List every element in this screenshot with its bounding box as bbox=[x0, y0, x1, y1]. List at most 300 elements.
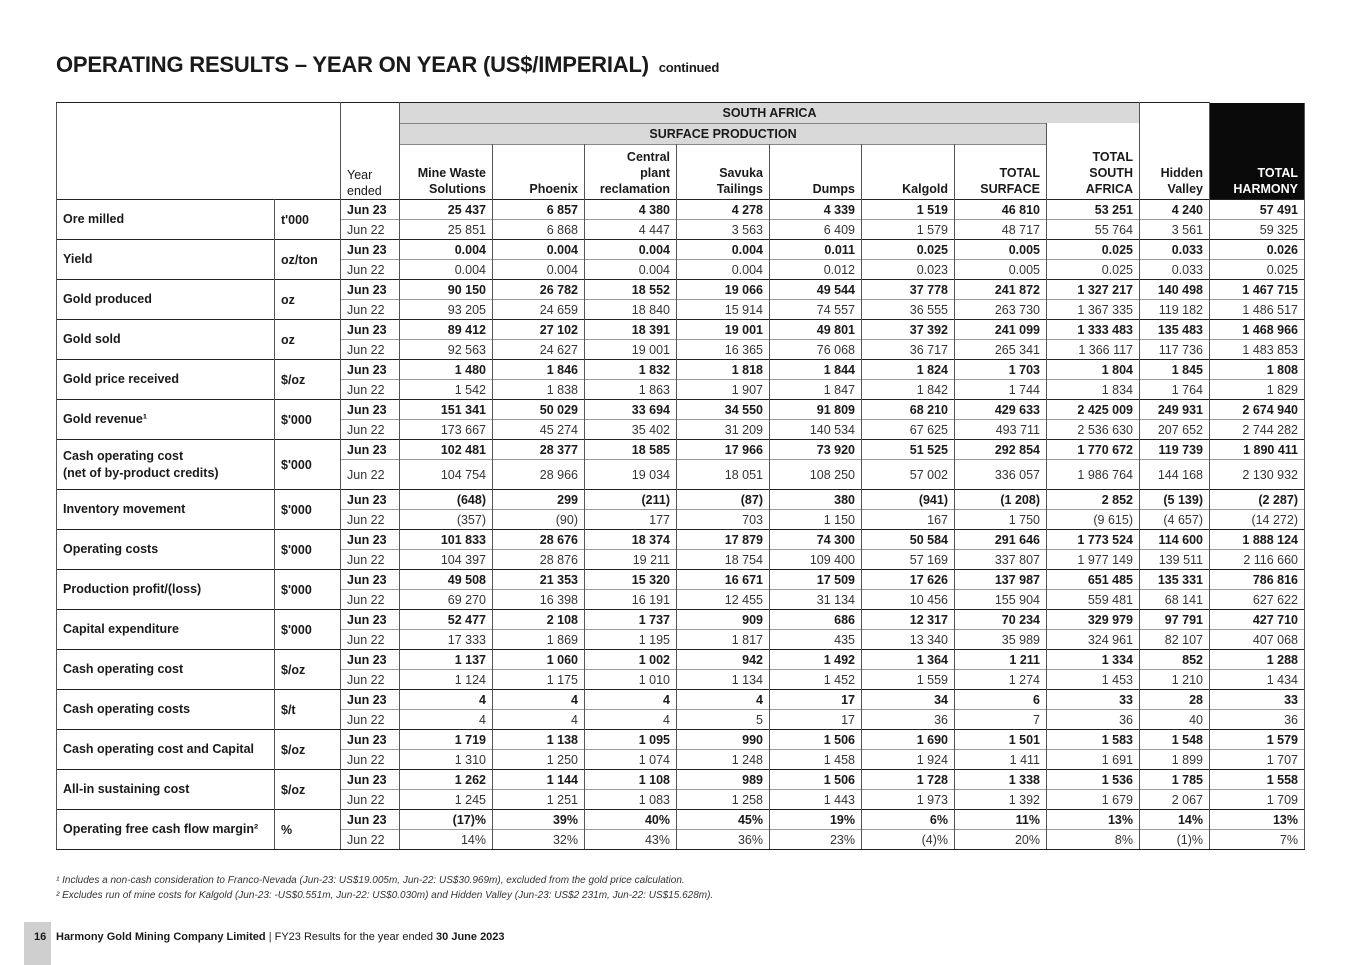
value-cell: 0.033 bbox=[1140, 260, 1210, 280]
value-cell: 2 425 009 bbox=[1047, 400, 1140, 420]
value-cell: 1 338 bbox=[955, 770, 1047, 790]
value-cell: 989 bbox=[677, 770, 770, 790]
header-south-africa: SOUTH AFRICA bbox=[400, 103, 1140, 124]
value-cell: 6 868 bbox=[493, 220, 585, 240]
header-total-harmony-top bbox=[1210, 103, 1305, 145]
year-cell: Jun 22 bbox=[341, 710, 400, 730]
value-cell: 67 625 bbox=[862, 420, 955, 440]
row-label-line: Gold sold bbox=[63, 332, 121, 346]
header-hidden-valley-top bbox=[1140, 103, 1210, 145]
value-cell: 4 bbox=[400, 710, 493, 730]
value-cell: 90 150 bbox=[400, 280, 493, 300]
value-cell: 0.023 bbox=[862, 260, 955, 280]
value-cell: 18 374 bbox=[585, 530, 677, 550]
row-label-line: Ore milled bbox=[63, 212, 125, 226]
value-cell: 1 818 bbox=[677, 360, 770, 380]
value-cell: (211) bbox=[585, 490, 677, 510]
value-cell: 1 468 966 bbox=[1210, 320, 1305, 340]
row-label bbox=[57, 240, 275, 280]
value-cell: 1 690 bbox=[862, 730, 955, 750]
value-cell: 31 209 bbox=[677, 420, 770, 440]
value-cell: 1 770 672 bbox=[1047, 440, 1140, 460]
value-cell: 0.004 bbox=[585, 260, 677, 280]
value-cell: 1 719 bbox=[400, 730, 493, 750]
value-cell: 1 333 483 bbox=[1047, 320, 1140, 340]
row-unit: $'000 bbox=[275, 400, 341, 440]
value-cell: 1 010 bbox=[585, 670, 677, 690]
value-cell: 6 409 bbox=[770, 220, 862, 240]
column-header-5 bbox=[862, 145, 955, 200]
row-unit: $'000 bbox=[275, 490, 341, 530]
footnote-1: ¹ Includes a non-cash consideration to Franco-Nevada (Jun-23: US$19.005m, Jun-22: US$30.969m), excluded from the gold price calculation. bbox=[56, 875, 685, 886]
footer-date: 30 June 2023 bbox=[436, 931, 505, 943]
value-cell: 1 480 bbox=[400, 360, 493, 380]
header-year-ended bbox=[341, 103, 400, 200]
value-cell: 2 108 bbox=[493, 610, 585, 630]
value-cell: 104 397 bbox=[400, 550, 493, 570]
column-header-2 bbox=[585, 145, 677, 200]
column-header-line: reclamation bbox=[599, 182, 670, 196]
value-cell: 93 205 bbox=[400, 300, 493, 320]
row-label bbox=[57, 810, 275, 850]
value-cell: 1 559 bbox=[862, 670, 955, 690]
value-cell: 1 973 bbox=[862, 790, 955, 810]
column-header-line: HARMONY bbox=[1233, 182, 1298, 196]
value-cell: 292 854 bbox=[955, 440, 1047, 460]
column-header-line: TOTAL bbox=[1092, 150, 1133, 164]
value-cell: 167 bbox=[862, 510, 955, 530]
value-cell: 70 234 bbox=[955, 610, 1047, 630]
value-cell: 57 491 bbox=[1210, 200, 1305, 220]
value-cell: 28 876 bbox=[493, 550, 585, 570]
value-cell: 50 029 bbox=[493, 400, 585, 420]
value-cell: 1 175 bbox=[493, 670, 585, 690]
year-cell: Jun 23 bbox=[341, 360, 400, 380]
value-cell: 0.033 bbox=[1140, 240, 1210, 260]
value-cell: 73 920 bbox=[770, 440, 862, 460]
value-cell: 144 168 bbox=[1140, 460, 1210, 490]
value-cell: 36 bbox=[1210, 710, 1305, 730]
value-cell: 6% bbox=[862, 810, 955, 830]
value-cell: 0.005 bbox=[955, 260, 1047, 280]
value-cell: 336 057 bbox=[955, 460, 1047, 490]
value-cell: 45 274 bbox=[493, 420, 585, 440]
value-cell: 49 508 bbox=[400, 570, 493, 590]
header-year-line2: ended bbox=[347, 184, 382, 198]
value-cell: 0.004 bbox=[677, 260, 770, 280]
value-cell: 49 544 bbox=[770, 280, 862, 300]
column-header-line: Tailings bbox=[716, 182, 763, 196]
value-cell: 1 411 bbox=[955, 750, 1047, 770]
value-cell: 40% bbox=[585, 810, 677, 830]
value-cell: 34 550 bbox=[677, 400, 770, 420]
value-cell: 1 986 764 bbox=[1047, 460, 1140, 490]
value-cell: 4 447 bbox=[585, 220, 677, 240]
value-cell: 1 506 bbox=[770, 730, 862, 750]
value-cell: 1 501 bbox=[955, 730, 1047, 750]
value-cell: 1 137 bbox=[400, 650, 493, 670]
value-cell: 92 563 bbox=[400, 340, 493, 360]
value-cell: 4 bbox=[677, 690, 770, 710]
value-cell: 1 764 bbox=[1140, 380, 1210, 400]
value-cell: 1 583 bbox=[1047, 730, 1140, 750]
row-unit: oz bbox=[275, 280, 341, 320]
value-cell: 17 333 bbox=[400, 630, 493, 650]
value-cell: 1 709 bbox=[1210, 790, 1305, 810]
value-cell: 6 857 bbox=[493, 200, 585, 220]
value-cell: 852 bbox=[1140, 650, 1210, 670]
value-cell: 1 804 bbox=[1047, 360, 1140, 380]
value-cell: 26 782 bbox=[493, 280, 585, 300]
value-cell: 703 bbox=[677, 510, 770, 530]
row-label bbox=[57, 200, 275, 240]
value-cell: 74 300 bbox=[770, 530, 862, 550]
value-cell: 18 754 bbox=[677, 550, 770, 570]
row-unit: % bbox=[275, 810, 341, 850]
value-cell: 627 622 bbox=[1210, 590, 1305, 610]
value-cell: (941) bbox=[862, 490, 955, 510]
value-cell: 407 068 bbox=[1210, 630, 1305, 650]
value-cell: 19 066 bbox=[677, 280, 770, 300]
page-title-text: OPERATING RESULTS – YEAR ON YEAR (US$/IMPERIAL) bbox=[56, 52, 649, 77]
value-cell: 1 924 bbox=[862, 750, 955, 770]
value-cell: 1 846 bbox=[493, 360, 585, 380]
value-cell: 686 bbox=[770, 610, 862, 630]
value-cell: 1 728 bbox=[862, 770, 955, 790]
value-cell: 17 bbox=[770, 690, 862, 710]
value-cell: 1 834 bbox=[1047, 380, 1140, 400]
value-cell: 0.025 bbox=[1047, 240, 1140, 260]
value-cell: 89 412 bbox=[400, 320, 493, 340]
value-cell: 31 134 bbox=[770, 590, 862, 610]
value-cell: 7 bbox=[955, 710, 1047, 730]
value-cell: 13% bbox=[1047, 810, 1140, 830]
year-cell: Jun 23 bbox=[341, 400, 400, 420]
value-cell: 69 270 bbox=[400, 590, 493, 610]
value-cell: 1 452 bbox=[770, 670, 862, 690]
value-cell: 18 552 bbox=[585, 280, 677, 300]
value-cell: 14% bbox=[400, 830, 493, 850]
value-cell: 786 816 bbox=[1210, 570, 1305, 590]
column-header-line: AFRICA bbox=[1085, 182, 1133, 196]
value-cell: 2 536 630 bbox=[1047, 420, 1140, 440]
header-surface-production: SURFACE PRODUCTION bbox=[400, 124, 1047, 145]
value-cell: (1)% bbox=[1140, 830, 1210, 850]
value-cell: 19 034 bbox=[585, 460, 677, 490]
value-cell: 140 498 bbox=[1140, 280, 1210, 300]
value-cell: (14 272) bbox=[1210, 510, 1305, 530]
row-label bbox=[57, 400, 275, 440]
value-cell: 1 392 bbox=[955, 790, 1047, 810]
value-cell: 119 739 bbox=[1140, 440, 1210, 460]
row-label-line: Gold revenue¹ bbox=[63, 412, 148, 426]
value-cell: 15 914 bbox=[677, 300, 770, 320]
value-cell: 990 bbox=[677, 730, 770, 750]
value-cell: 5 bbox=[677, 710, 770, 730]
value-cell: 36 717 bbox=[862, 340, 955, 360]
year-cell: Jun 23 bbox=[341, 570, 400, 590]
value-cell: (648) bbox=[400, 490, 493, 510]
value-cell: 1 486 517 bbox=[1210, 300, 1305, 320]
value-cell: 50 584 bbox=[862, 530, 955, 550]
value-cell: 2 852 bbox=[1047, 490, 1140, 510]
value-cell: 173 667 bbox=[400, 420, 493, 440]
value-cell: 4 bbox=[585, 690, 677, 710]
value-cell: 177 bbox=[585, 510, 677, 530]
value-cell: 117 736 bbox=[1140, 340, 1210, 360]
row-label-line: Inventory movement bbox=[63, 502, 186, 516]
value-cell: 37 778 bbox=[862, 280, 955, 300]
value-cell: 1 492 bbox=[770, 650, 862, 670]
value-cell: 1 124 bbox=[400, 670, 493, 690]
page-number-tab bbox=[24, 922, 51, 965]
table-row bbox=[57, 440, 1305, 460]
value-cell: 28 966 bbox=[493, 460, 585, 490]
year-cell: Jun 23 bbox=[341, 610, 400, 630]
value-cell: 559 481 bbox=[1047, 590, 1140, 610]
value-cell: 49 801 bbox=[770, 320, 862, 340]
year-cell: Jun 22 bbox=[341, 550, 400, 570]
column-header-7 bbox=[1047, 145, 1140, 200]
row-unit: oz bbox=[275, 320, 341, 360]
value-cell: 337 807 bbox=[955, 550, 1047, 570]
header-blank bbox=[57, 103, 341, 200]
table-row bbox=[57, 360, 1305, 380]
year-cell: Jun 22 bbox=[341, 300, 400, 320]
value-cell: 35 402 bbox=[585, 420, 677, 440]
footer-text bbox=[56, 931, 505, 943]
value-cell: 14% bbox=[1140, 810, 1210, 830]
value-cell: 2 674 940 bbox=[1210, 400, 1305, 420]
value-cell: 1 773 524 bbox=[1047, 530, 1140, 550]
column-header-line: Valley bbox=[1167, 182, 1203, 196]
value-cell: 1 703 bbox=[955, 360, 1047, 380]
value-cell: 1 134 bbox=[677, 670, 770, 690]
value-cell: 1 095 bbox=[585, 730, 677, 750]
row-label-line: Production profit/(loss) bbox=[63, 582, 202, 596]
row-label-line: All-in sustaining cost bbox=[63, 782, 190, 796]
value-cell: 942 bbox=[677, 650, 770, 670]
value-cell: 101 833 bbox=[400, 530, 493, 550]
value-cell: 3 563 bbox=[677, 220, 770, 240]
row-unit: $'000 bbox=[275, 530, 341, 570]
value-cell: 241 872 bbox=[955, 280, 1047, 300]
value-cell: 1 144 bbox=[493, 770, 585, 790]
column-header-line: Hidden bbox=[1160, 166, 1203, 180]
column-header-line: Dumps bbox=[812, 182, 855, 196]
value-cell: 1 274 bbox=[955, 670, 1047, 690]
table-row bbox=[57, 530, 1305, 550]
value-cell: 18 391 bbox=[585, 320, 677, 340]
year-cell: Jun 22 bbox=[341, 380, 400, 400]
value-cell: 139 511 bbox=[1140, 550, 1210, 570]
year-cell: Jun 23 bbox=[341, 200, 400, 220]
value-cell: 3 561 bbox=[1140, 220, 1210, 240]
column-header-line: plant bbox=[640, 166, 670, 180]
value-cell: 51 525 bbox=[862, 440, 955, 460]
value-cell: 4 bbox=[493, 710, 585, 730]
value-cell: 37 392 bbox=[862, 320, 955, 340]
column-header-line: Solutions bbox=[429, 182, 486, 196]
column-header-line: TOTAL bbox=[1257, 166, 1298, 180]
year-cell: Jun 22 bbox=[341, 420, 400, 440]
value-cell: (4 657) bbox=[1140, 510, 1210, 530]
value-cell: 909 bbox=[677, 610, 770, 630]
table-row bbox=[57, 690, 1305, 710]
table-row bbox=[57, 610, 1305, 630]
year-cell: Jun 22 bbox=[341, 790, 400, 810]
value-cell: 1 074 bbox=[585, 750, 677, 770]
value-cell: 21 353 bbox=[493, 570, 585, 590]
value-cell: 380 bbox=[770, 490, 862, 510]
column-header-line: Mine Waste bbox=[417, 166, 486, 180]
value-cell: 4 278 bbox=[677, 200, 770, 220]
value-cell: 1 899 bbox=[1140, 750, 1210, 770]
table-row bbox=[57, 570, 1305, 590]
value-cell: 25 437 bbox=[400, 200, 493, 220]
value-cell: 57 002 bbox=[862, 460, 955, 490]
value-cell: 12 317 bbox=[862, 610, 955, 630]
column-header-line: Savuka bbox=[719, 166, 763, 180]
value-cell: 1 824 bbox=[862, 360, 955, 380]
column-header-4 bbox=[770, 145, 862, 200]
column-header-6 bbox=[955, 145, 1047, 200]
value-cell: 1 832 bbox=[585, 360, 677, 380]
row-label-line: Yield bbox=[63, 252, 93, 266]
value-cell: 1 367 335 bbox=[1047, 300, 1140, 320]
row-unit: $/oz bbox=[275, 770, 341, 810]
value-cell: 13% bbox=[1210, 810, 1305, 830]
value-cell: 16 671 bbox=[677, 570, 770, 590]
row-label bbox=[57, 280, 275, 320]
value-cell: 1 506 bbox=[770, 770, 862, 790]
value-cell: 1 211 bbox=[955, 650, 1047, 670]
year-cell: Jun 23 bbox=[341, 770, 400, 790]
row-label bbox=[57, 320, 275, 360]
value-cell: 1 907 bbox=[677, 380, 770, 400]
row-label bbox=[57, 730, 275, 770]
footer-company: Harmony Gold Mining Company Limited bbox=[56, 931, 266, 943]
value-cell: 19 211 bbox=[585, 550, 677, 570]
value-cell: 1 258 bbox=[677, 790, 770, 810]
value-cell: 45% bbox=[677, 810, 770, 830]
value-cell: 16 365 bbox=[677, 340, 770, 360]
value-cell: 0.004 bbox=[493, 260, 585, 280]
value-cell: 1 890 411 bbox=[1210, 440, 1305, 460]
year-cell: Jun 22 bbox=[341, 460, 400, 490]
page-title bbox=[56, 52, 719, 78]
row-unit: $/oz bbox=[275, 730, 341, 770]
row-label bbox=[57, 440, 275, 490]
value-cell: 1 250 bbox=[493, 750, 585, 770]
table-row bbox=[57, 810, 1305, 830]
value-cell: (9 615) bbox=[1047, 510, 1140, 530]
value-cell: 1 536 bbox=[1047, 770, 1140, 790]
year-cell: Jun 23 bbox=[341, 440, 400, 460]
value-cell: 137 987 bbox=[955, 570, 1047, 590]
value-cell: 40 bbox=[1140, 710, 1210, 730]
value-cell: 1 288 bbox=[1210, 650, 1305, 670]
value-cell: 0.004 bbox=[677, 240, 770, 260]
value-cell: 76 068 bbox=[770, 340, 862, 360]
column-header-9 bbox=[1210, 145, 1305, 200]
value-cell: 1 248 bbox=[677, 750, 770, 770]
value-cell: 0.004 bbox=[400, 260, 493, 280]
year-cell: Jun 23 bbox=[341, 810, 400, 830]
footer-results-text: FY23 Results for the year ended bbox=[274, 931, 433, 943]
value-cell: 427 710 bbox=[1210, 610, 1305, 630]
value-cell: 1 829 bbox=[1210, 380, 1305, 400]
value-cell: 8% bbox=[1047, 830, 1140, 850]
value-cell: 18 051 bbox=[677, 460, 770, 490]
row-label bbox=[57, 650, 275, 690]
value-cell: 291 646 bbox=[955, 530, 1047, 550]
value-cell: 1 434 bbox=[1210, 670, 1305, 690]
year-cell: Jun 22 bbox=[341, 750, 400, 770]
value-cell: 1 334 bbox=[1047, 650, 1140, 670]
value-cell: 7% bbox=[1210, 830, 1305, 850]
value-cell: 1 060 bbox=[493, 650, 585, 670]
value-cell: 0.005 bbox=[955, 240, 1047, 260]
row-label bbox=[57, 490, 275, 530]
value-cell: 33 bbox=[1210, 690, 1305, 710]
value-cell: 1 458 bbox=[770, 750, 862, 770]
value-cell: 104 754 bbox=[400, 460, 493, 490]
year-cell: Jun 23 bbox=[341, 690, 400, 710]
value-cell: 17 509 bbox=[770, 570, 862, 590]
value-cell: 1 002 bbox=[585, 650, 677, 670]
value-cell: (90) bbox=[493, 510, 585, 530]
value-cell: 33 bbox=[1047, 690, 1140, 710]
value-cell: 17 626 bbox=[862, 570, 955, 590]
value-cell: 39% bbox=[493, 810, 585, 830]
value-cell: 151 341 bbox=[400, 400, 493, 420]
row-label bbox=[57, 570, 275, 610]
value-cell: 55 764 bbox=[1047, 220, 1140, 240]
column-header-0 bbox=[400, 145, 493, 200]
column-header-3 bbox=[677, 145, 770, 200]
value-cell: 1 869 bbox=[493, 630, 585, 650]
value-cell: 1 467 715 bbox=[1210, 280, 1305, 300]
value-cell: 1 838 bbox=[493, 380, 585, 400]
table-row bbox=[57, 650, 1305, 670]
value-cell: 1 579 bbox=[862, 220, 955, 240]
table-row bbox=[57, 490, 1305, 510]
value-cell: 52 477 bbox=[400, 610, 493, 630]
year-cell: Jun 23 bbox=[341, 730, 400, 750]
value-cell: 36 555 bbox=[862, 300, 955, 320]
value-cell: 1 150 bbox=[770, 510, 862, 530]
value-cell: 1 548 bbox=[1140, 730, 1210, 750]
value-cell: 429 633 bbox=[955, 400, 1047, 420]
value-cell: 108 250 bbox=[770, 460, 862, 490]
value-cell: 1 364 bbox=[862, 650, 955, 670]
column-header-line: Central bbox=[626, 150, 670, 164]
value-cell: 12 455 bbox=[677, 590, 770, 610]
value-cell: 0.026 bbox=[1210, 240, 1305, 260]
value-cell: 34 bbox=[862, 690, 955, 710]
value-cell: 91 809 bbox=[770, 400, 862, 420]
value-cell: 1 744 bbox=[955, 380, 1047, 400]
value-cell: 1 210 bbox=[1140, 670, 1210, 690]
row-unit: $'000 bbox=[275, 440, 341, 490]
value-cell: 1 245 bbox=[400, 790, 493, 810]
year-cell: Jun 23 bbox=[341, 530, 400, 550]
value-cell: 263 730 bbox=[955, 300, 1047, 320]
value-cell: 24 659 bbox=[493, 300, 585, 320]
value-cell: 265 341 bbox=[955, 340, 1047, 360]
value-cell: 19 001 bbox=[677, 320, 770, 340]
